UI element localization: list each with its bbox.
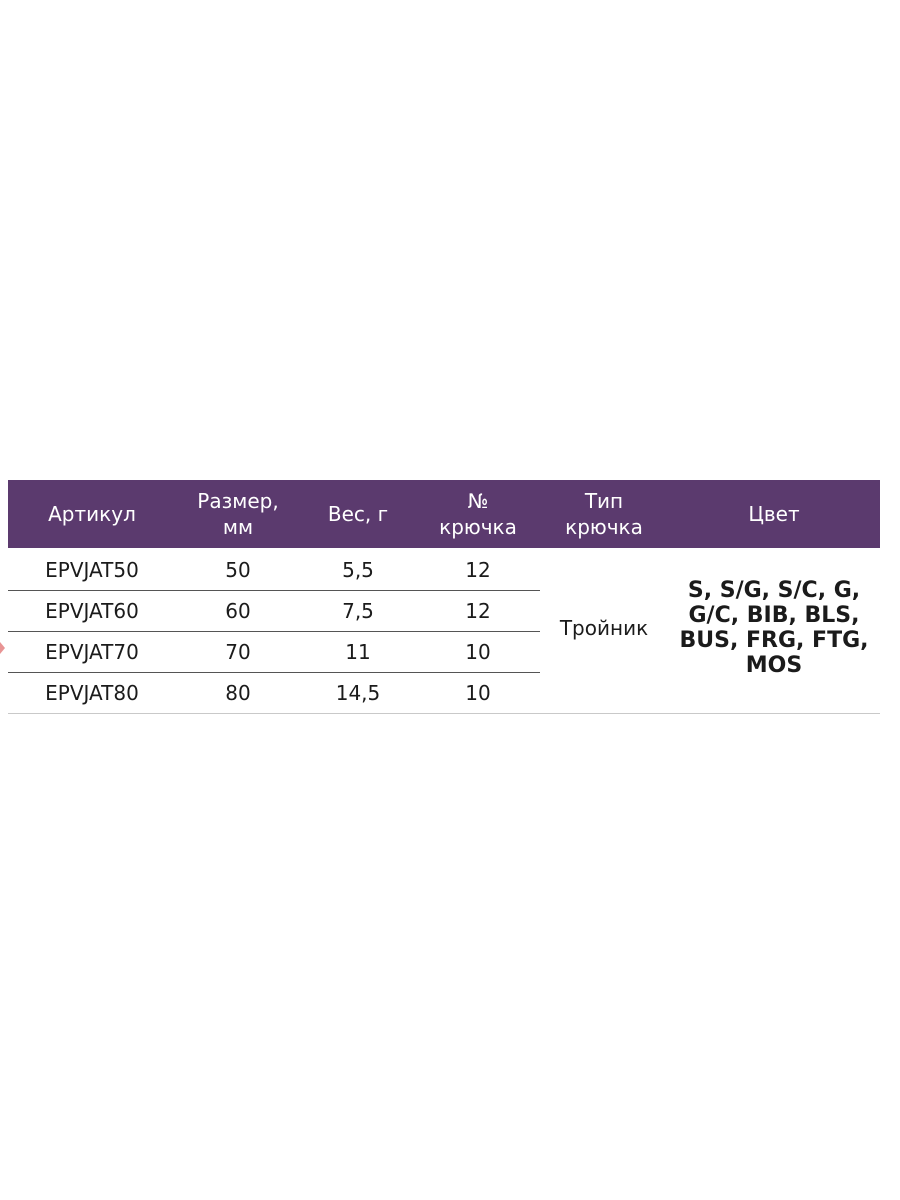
color-value: S, S/G, S/C, G, G/C, BIB, BLS, BUS, FRG, FTG, MOS: [679, 578, 869, 678]
cell-weight: 7,5: [342, 599, 374, 623]
table-header: [8, 480, 880, 548]
cell-article: EPVJAT70: [45, 640, 139, 664]
color-cell: [668, 548, 880, 708]
cell-article: EPVJAT50: [45, 558, 139, 582]
cell-weight: 14,5: [335, 681, 381, 705]
cell-weight: 11: [345, 640, 371, 664]
header-hook-type: Тип крючка: [565, 489, 643, 539]
cell-hook-number: 10: [465, 681, 491, 705]
cell-article: EPVJAT60: [45, 599, 139, 623]
edge-mark: [0, 642, 5, 654]
cell-hook-number: 12: [465, 558, 491, 582]
cell-hook-number: 10: [465, 640, 491, 664]
cell-weight: 5,5: [342, 558, 374, 582]
table-body: [8, 548, 880, 712]
table-bottom-border: [8, 713, 880, 714]
product-table: [8, 480, 880, 712]
table-row: [8, 632, 540, 672]
table-row: [8, 550, 540, 590]
table-row: [8, 591, 540, 631]
cell-size: 50: [225, 558, 251, 582]
hook-type-value: Тройник: [559, 616, 649, 640]
header-weight: Вес, г: [327, 502, 389, 526]
header-color: Цвет: [748, 502, 800, 526]
header-article: Артикул: [48, 502, 136, 526]
cell-hook-number: 12: [465, 599, 491, 623]
header-size: Размер, мм: [197, 489, 279, 539]
cell-size: 70: [225, 640, 251, 664]
hook-type-cell: [540, 548, 668, 708]
cell-size: 60: [225, 599, 251, 623]
table-row: [8, 673, 540, 713]
cell-size: 80: [225, 681, 251, 705]
header-hook-number: № крючка: [439, 489, 517, 539]
cell-article: EPVJAT80: [45, 681, 139, 705]
